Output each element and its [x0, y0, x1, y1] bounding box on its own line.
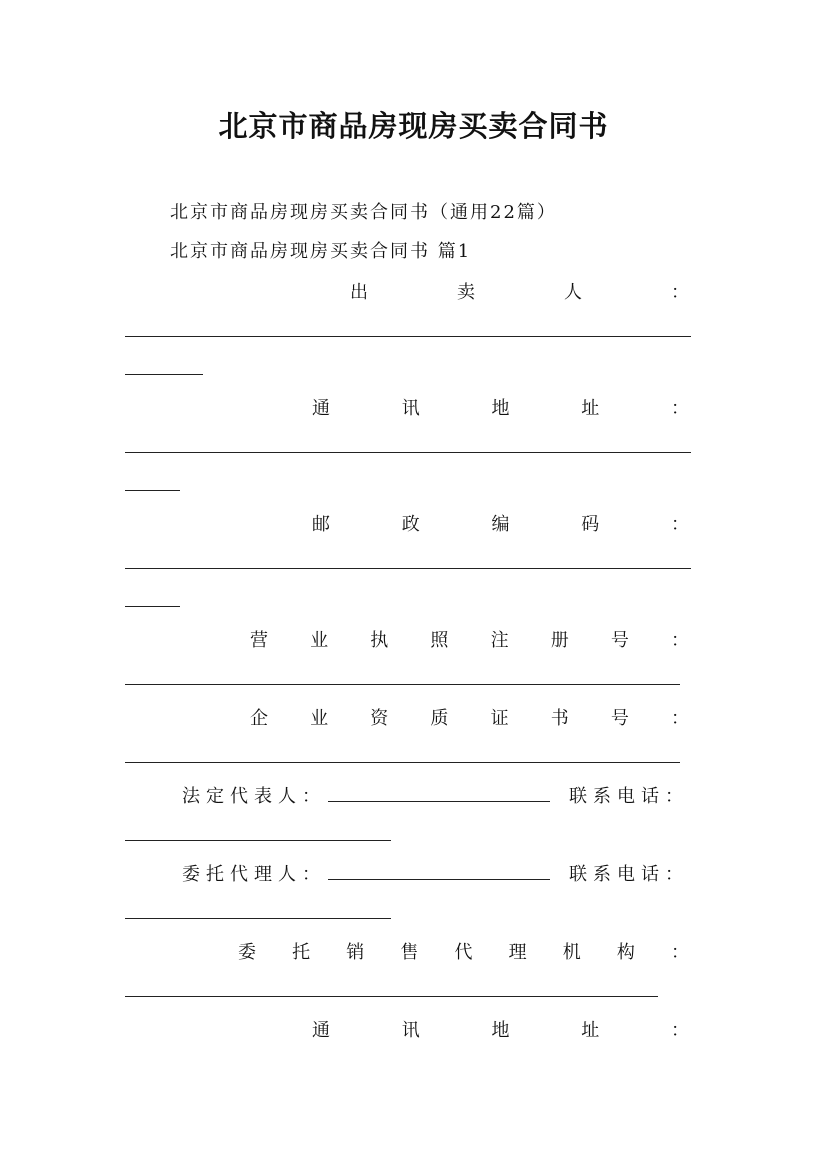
agent-blank [328, 878, 550, 880]
label-char: 编 [491, 514, 510, 535]
label-char: 业 [310, 630, 329, 651]
label-char: 机 [562, 942, 581, 963]
label-char: 讯 [401, 398, 420, 419]
label-char: 讯 [401, 1020, 420, 1041]
label-colon: ： [671, 514, 689, 535]
sales-agency-blank-line [125, 996, 658, 997]
label-char: 照 [430, 630, 449, 651]
label-char: 构 [616, 942, 635, 963]
label-char: 人 [564, 282, 582, 303]
label-char: 代 [454, 942, 473, 963]
business-license-label [250, 626, 689, 652]
label-char: 销 [346, 942, 365, 963]
label-char: 出 [350, 282, 368, 303]
legal-rep-blank [328, 800, 550, 802]
label-char: 营 [250, 630, 268, 651]
business-license-blank-line [125, 684, 680, 685]
label-char: 政 [401, 514, 420, 535]
agent-phone-label: 联系电话： [569, 864, 689, 885]
document-title: 北京市商品房现房买卖合同书 [218, 109, 609, 143]
seller-address-blank-line-cont [125, 490, 180, 491]
label-char: 委 [238, 942, 256, 963]
seller-postcode-blank-line [125, 568, 691, 569]
subtitle-line-1: 北京市商品房现房买卖合同书（通用22篇） [170, 202, 557, 223]
label-char: 企 [250, 708, 268, 729]
label-colon: ： [671, 942, 689, 963]
label-char: 通 [312, 398, 330, 419]
label-char: 址 [581, 398, 600, 419]
seller-address-label [312, 394, 689, 420]
label-char: 通 [312, 1020, 330, 1041]
label-colon: ： [670, 708, 689, 729]
seller-blank-line-cont [125, 374, 203, 375]
label-char: 书 [550, 708, 569, 729]
label-char: 地 [491, 1020, 510, 1041]
seller-postcode-label [312, 510, 689, 536]
label-char: 卖 [457, 282, 475, 303]
label-colon: ： [671, 398, 689, 419]
seller-postcode-blank-line-cont [125, 606, 180, 607]
label-colon: ： [671, 282, 689, 303]
seller-label [350, 278, 689, 304]
label-char: 业 [310, 708, 329, 729]
label-char: 执 [370, 630, 389, 651]
agent-phone-blank-line [125, 918, 391, 919]
label-colon: ： [671, 1020, 689, 1041]
label-char: 理 [508, 942, 527, 963]
legal-rep-phone-label: 联系电话： [569, 786, 689, 807]
legal-rep-phone-blank-line [125, 840, 391, 841]
legal-rep-label: 法定代表人： [182, 786, 326, 807]
label-char: 托 [292, 942, 311, 963]
sales-agency-label [238, 938, 689, 964]
label-char: 售 [400, 942, 419, 963]
label-char: 证 [490, 708, 509, 729]
label-char: 码 [581, 514, 600, 535]
agent-row [182, 860, 689, 886]
qualification-cert-blank-line [125, 762, 680, 763]
agency-address-label [312, 1016, 689, 1042]
label-char: 质 [430, 708, 449, 729]
seller-address-blank-line [125, 452, 691, 453]
label-char: 资 [370, 708, 389, 729]
label-colon: ： [670, 630, 689, 651]
label-char: 册 [550, 630, 569, 651]
qualification-cert-label [250, 704, 689, 730]
seller-blank-line [125, 336, 691, 337]
label-char: 址 [581, 1020, 600, 1041]
label-char: 注 [490, 630, 509, 651]
label-char: 邮 [312, 514, 330, 535]
label-char: 号 [610, 708, 629, 729]
label-char: 号 [610, 630, 629, 651]
legal-rep-row [182, 782, 689, 808]
agent-label: 委托代理人： [182, 864, 326, 885]
subtitle-line-2: 北京市商品房现房买卖合同书 篇1 [170, 241, 472, 262]
label-char: 地 [491, 398, 510, 419]
